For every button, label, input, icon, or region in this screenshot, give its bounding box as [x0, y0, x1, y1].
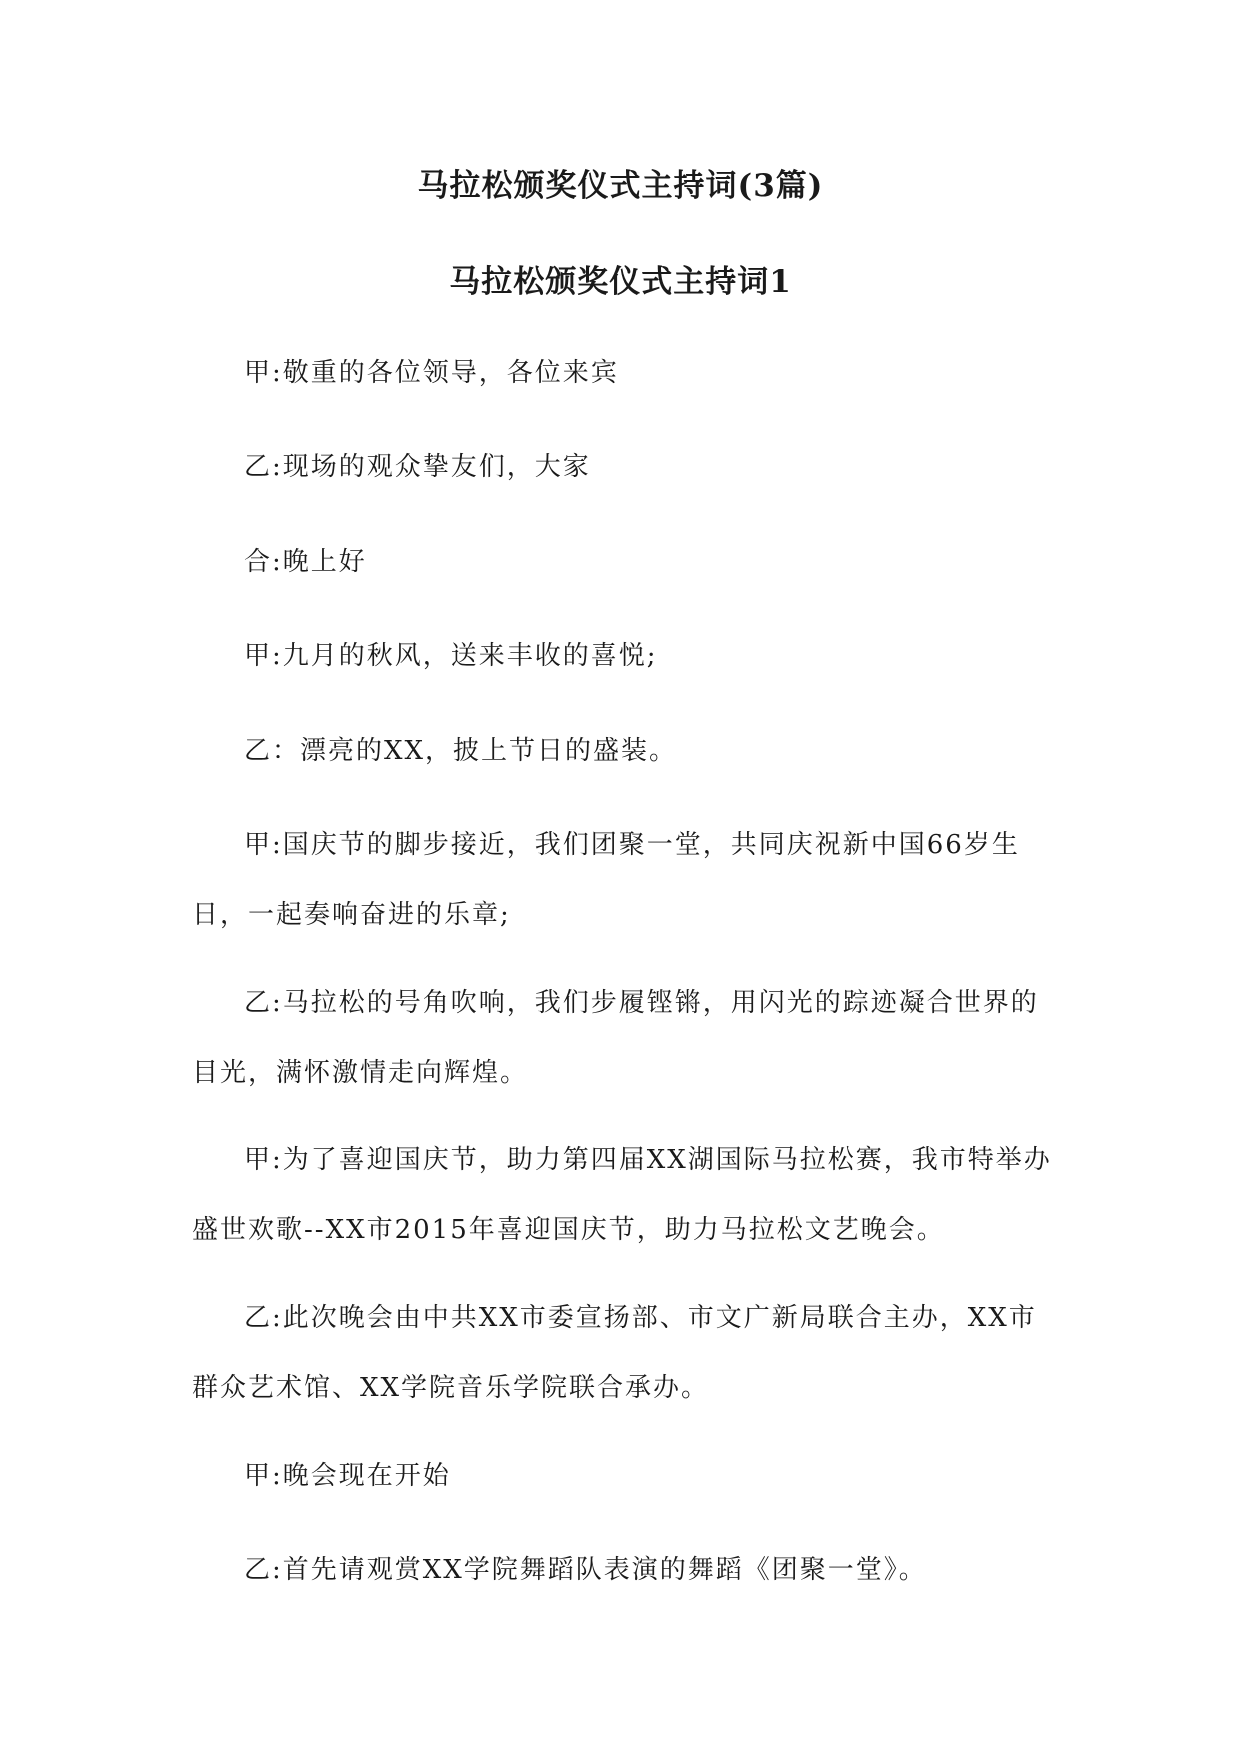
paragraph-4: 甲:九月的秋风，送来丰收的喜悦; — [244, 641, 658, 671]
paragraph-7: 乙:马拉松的号角吹响，我们步履铿锵，用闪光的踪迹凝合世界的目光，满怀激情走向辉煌。 — [192, 988, 1039, 1088]
paragraph-3: 合:晚上好 — [244, 547, 367, 577]
paragraph-6: 甲:国庆节的脚步接近，我们团聚一堂，共同庆祝新中国66岁生日，一起奏响奋进的乐章; — [192, 830, 1020, 930]
document-title: 马拉松颁奖仪式主持词(3篇) — [417, 168, 824, 204]
paragraph-10: 甲:晚会现在开始 — [244, 1461, 451, 1491]
paragraph-5: 乙：漂亮的XX，披上节日的盛装。 — [244, 736, 678, 766]
paragraph-9: 乙:此次晚会由中共XX市委宣扬部、市文广新局联合主办，XX市群众艺术馆、XX学院音乐学院联合承办。 — [192, 1303, 1037, 1403]
section-title: 马拉松颁奖仪式主持词1 — [449, 264, 792, 300]
paragraph-1: 甲:敬重的各位领导，各位来宾 — [244, 358, 619, 388]
paragraph-11: 乙:首先请观赏XX学院舞蹈队表演的舞蹈《团聚一堂》。 — [244, 1555, 927, 1585]
paragraph-8: 甲:为了喜迎国庆节，助力第四届XX湖国际马拉松赛，我市特举办盛世欢歌--XX市2015年喜迎国庆节，助力马拉松文艺晚会。 — [192, 1145, 1052, 1245]
paragraph-2: 乙:现场的观众挚友们，大家 — [244, 452, 591, 482]
